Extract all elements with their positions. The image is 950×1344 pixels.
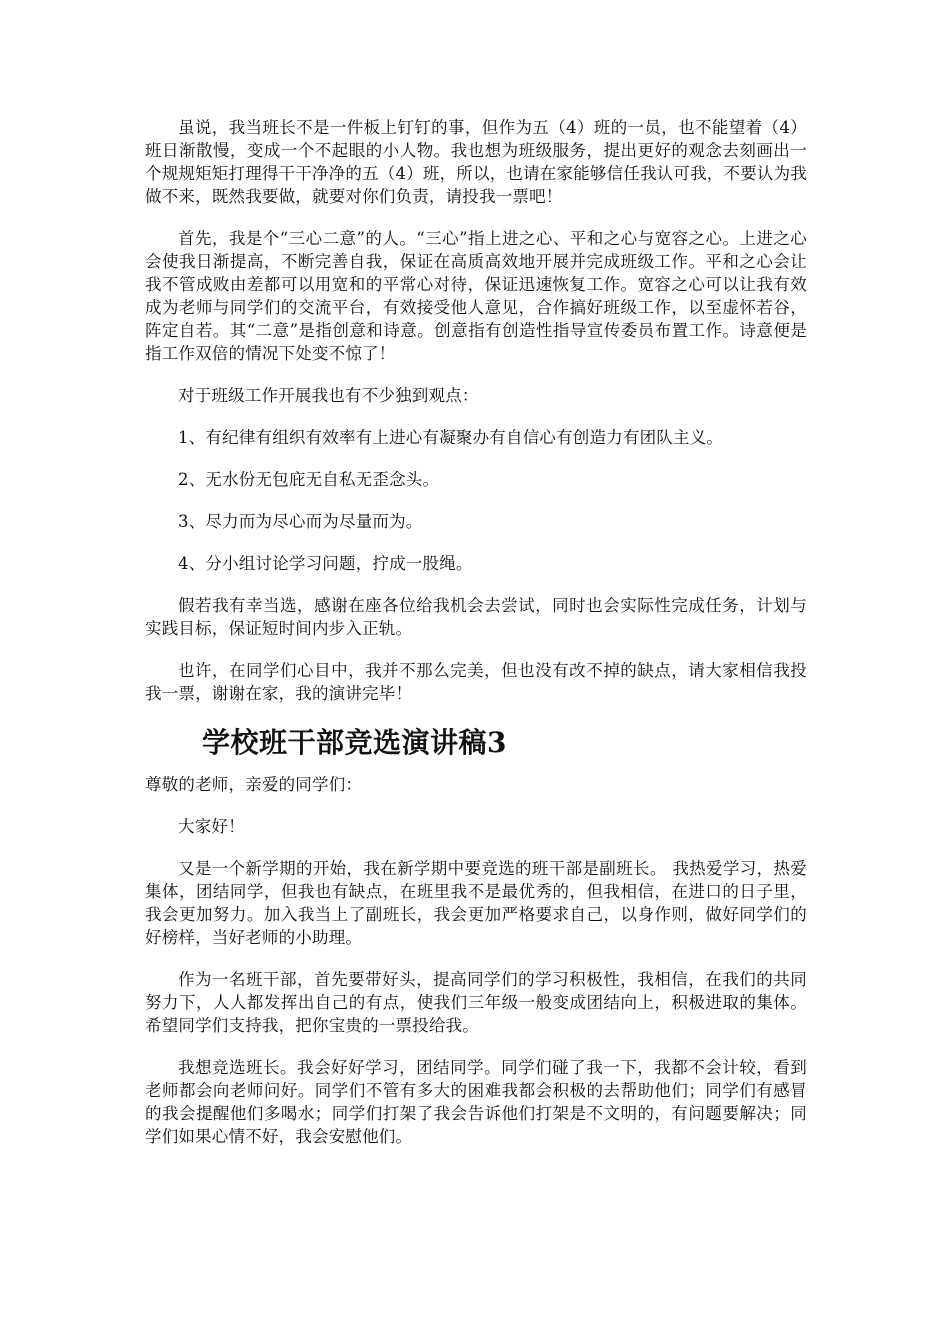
paragraph: 我想竞选班长。我会好好学习，团结同学。同学们碰了我一下，我都不会计较，看到老师都会向老师问好。同学们不管有多大的困难我都会积极的去帮助他们；同学们有感冒的我会提醒他们多喝水；同学们打架了我会告诉他们打架是不文明的，有问题要解决；同学们如果心情不好，我会安慰他们。 [145, 1058, 807, 1146]
list-item: 4、分小组讨论学习问题，拧成一股绳。 [178, 554, 473, 573]
paragraph: 虽说，我当班长不是一件板上钉钉的事，但作为五（4）班的一员，也不能望着（4）班日渐散慢，变成一个不起眼的小人物。我也想为班级服务，提出更好的观念去刻画出一个规规矩矩打理得干干净净的五（4）班，所以，也请在家能够信任我认可我，不要认为我做不来，既然我要做，就要对你们负责，请投我一票吧！ [145, 118, 807, 206]
paragraph: 对于班级工作开展我也有不少独到观点： [178, 386, 479, 405]
paragraph: 首先，我是个“三心二意”的人。“三心”指上进之心、平和之心与宽容之心。上进之心会使我日渐提高，不断完善自我，保证在高质高效地开展并完成班级工作。平和之心会让我不管成败由差都可以用宽和的平常心对待，保证迅速恢复工作。宽容之心可以让我有效成为老师与同学们的交流平台，有效接受他人意见，合作搞好班级工作，以至虚怀若谷，阵定自若。其“二意”是指创意和诗意。创意指有创造性指导宣传委员布置工作。诗意便是指工作双倍的情况下处变不惊了！ [145, 229, 807, 363]
paragraph: 作为一名班干部，首先要带好头，提高同学们的学习积极性，我相信，在我们的共同努力下，人人都发挥出自己的有点，使我们三年级一般变成团结向上，积极进取的集体。希望同学们支持我，把你宝贵的一票投给我。 [145, 970, 807, 1035]
list-item: 3、尽力而为尽心而为尽量而为。 [178, 512, 423, 531]
section-heading: 学校班干部竞选演讲稿3 [202, 726, 507, 759]
salutation: 尊敬的老师，亲爱的同学们： [145, 775, 363, 794]
paragraph: 也许，在同学们心目中，我并不那么完美，但也没有改不掉的缺点，请大家相信我投我一票，谢谢在家，我的演讲完毕！ [145, 661, 807, 703]
greeting: 大家好！ [178, 817, 245, 836]
list-item: 2、无水份无包庇无自私无歪念头。 [178, 470, 440, 489]
document-page [145, 116, 807, 1167]
paragraph: 又是一个新学期的开始，我在新学期中要竞选的班干部是副班长。 我热爱学习，热爱集体，团结同学，但我也有缺点，在班里我不是最优秀的，但我相信，在进口的日子里，我会更加努力。加入我当上了副班长，我会更加严格要求自己，以身作则，做好同学们的好榜样，当好老师的小助理。 [145, 859, 807, 947]
paragraph: 假若我有幸当选，感谢在座各位给我机会去尝试，同时也会实际性完成任务，计划与实践目标，保证短时间内步入正轨。 [145, 596, 807, 638]
list-item: 1、有纪律有组织有效率有上进心有凝聚办有自信心有创造力有团队主义。 [178, 428, 724, 447]
